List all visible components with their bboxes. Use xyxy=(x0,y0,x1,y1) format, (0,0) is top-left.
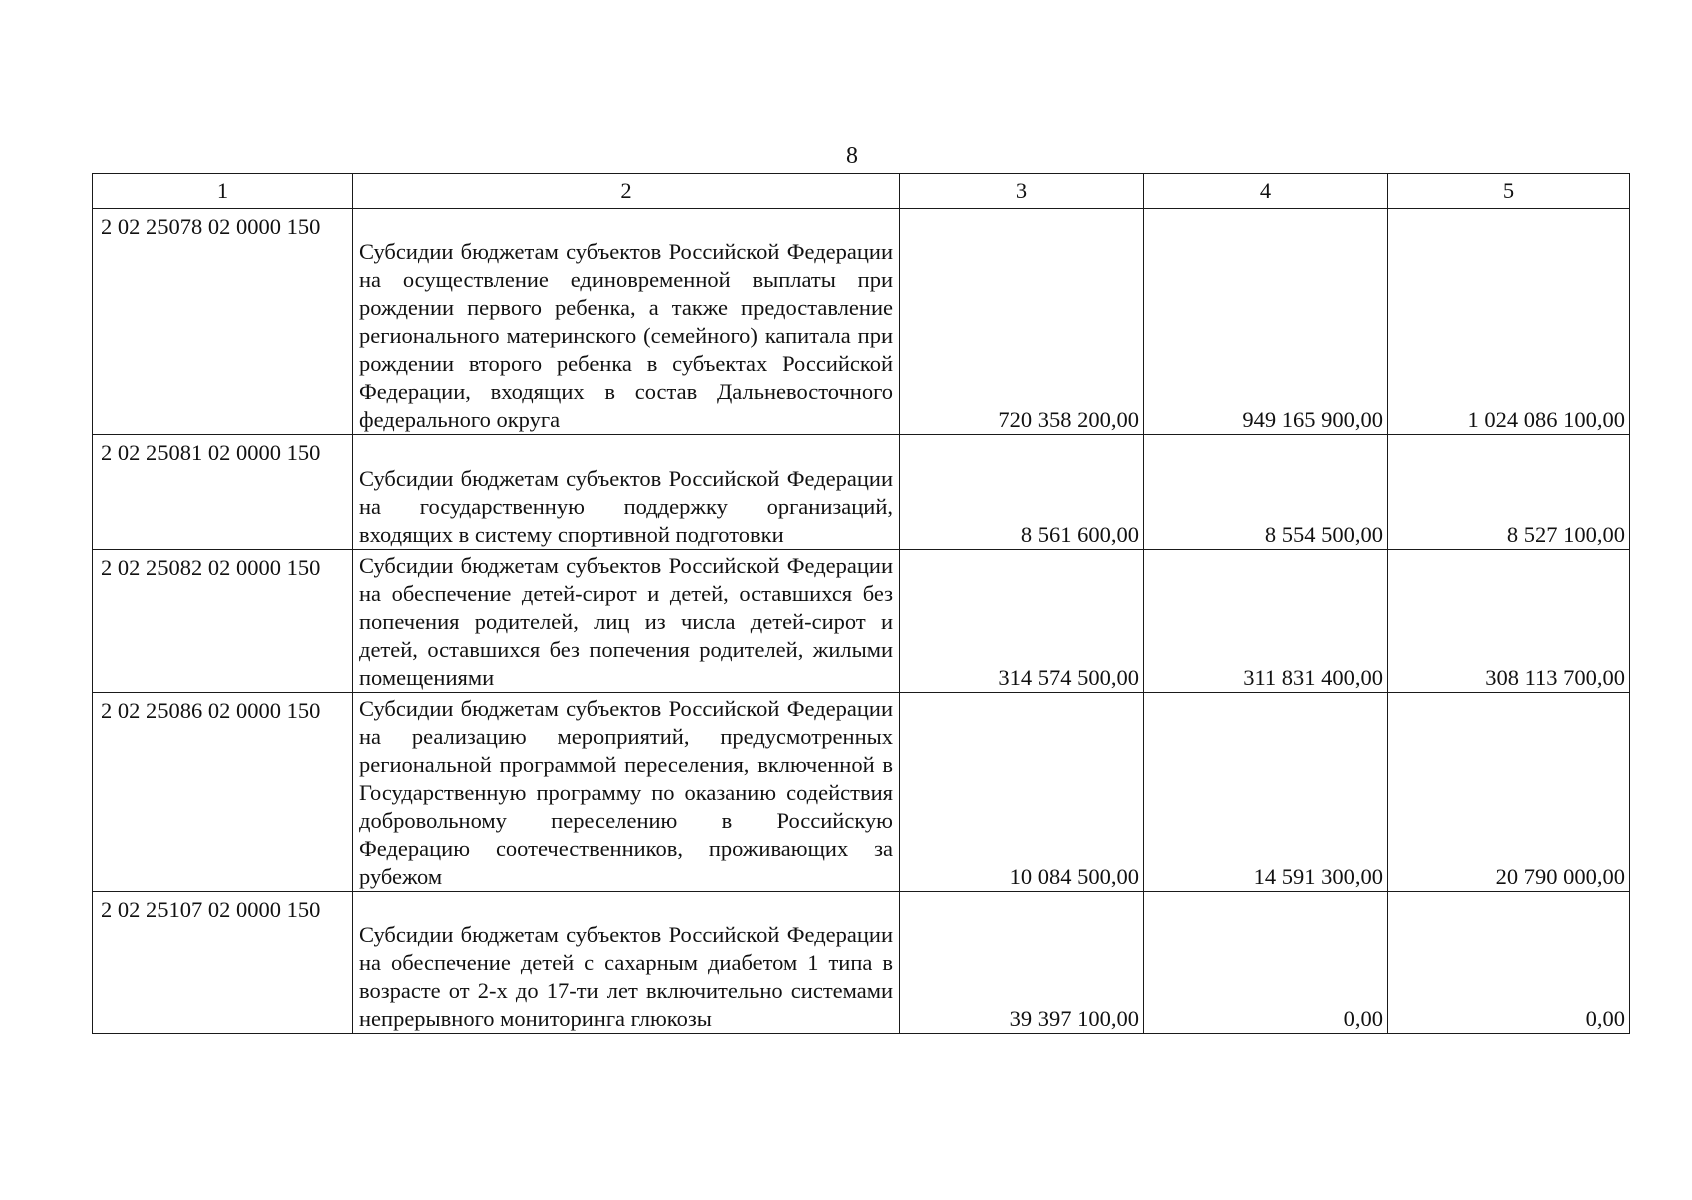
amount-col3: 39 397 100,00 xyxy=(900,892,1144,1034)
income-description: Субсидии бюджетам субъектов Российской Федерации на обеспечение детей с сахарным диабетом 1 типа в возрасте от 2-х до 17-ти лет включительно системами непрерывного мониторинга глюкозы xyxy=(353,892,900,1034)
amount-col4: 0,00 xyxy=(1144,892,1388,1034)
budget-code: 2 02 25082 02 0000 150 xyxy=(93,550,353,693)
table-row xyxy=(93,693,1630,892)
income-description: Субсидии бюджетам субъектов Российской Федерации на осуществление единовременной выплаты при рождении первого ребенка, а также предоставление регионального материнского (семейного) капитала при рождении второго ребенка в субъектах Российской Федерации, входящих в состав Дальневосточного федерального округа xyxy=(353,209,900,435)
amount-col4: 14 591 300,00 xyxy=(1144,693,1388,892)
income-description: Субсидии бюджетам субъектов Российской Федерации на реализацию мероприятий, предусмотренных региональной программой переселения, включенной в Государственную программу по оказанию содействия добровольному переселению в Российскую Федерацию соотечественников, проживающих за рубежом xyxy=(353,693,900,892)
table-row xyxy=(93,435,1630,550)
income-description: Субсидии бюджетам субъектов Российской Федерации на обеспечение детей-сирот и детей, оставшихся без попечения родителей, лиц из числа детей-сирот и детей, оставшихся без попечения родителей, жилыми помещениями xyxy=(353,550,900,693)
amount-col5: 308 113 700,00 xyxy=(1388,550,1630,693)
table-row xyxy=(93,209,1630,435)
amount-col3: 10 084 500,00 xyxy=(900,693,1144,892)
table-header-row xyxy=(93,174,1630,209)
table-row xyxy=(93,892,1630,1034)
budget-code: 2 02 25081 02 0000 150 xyxy=(93,435,353,550)
amount-col5: 8 527 100,00 xyxy=(1388,435,1630,550)
budget-code: 2 02 25107 02 0000 150 xyxy=(93,892,353,1034)
column-header: 1 xyxy=(93,174,353,209)
amount-col5: 0,00 xyxy=(1388,892,1630,1034)
column-header: 5 xyxy=(1388,174,1630,209)
table-row xyxy=(93,550,1630,693)
budget-code: 2 02 25078 02 0000 150 xyxy=(93,209,353,435)
page-number: 8 xyxy=(846,143,858,169)
amount-col4: 8 554 500,00 xyxy=(1144,435,1388,550)
column-header: 3 xyxy=(900,174,1144,209)
amount-col3: 720 358 200,00 xyxy=(900,209,1144,435)
column-header: 4 xyxy=(1144,174,1388,209)
income-description: Субсидии бюджетам субъектов Российской Федерации на государственную поддержку организаций, входящих в систему спортивной подготовки xyxy=(353,435,900,550)
amount-col4: 949 165 900,00 xyxy=(1144,209,1388,435)
column-header: 2 xyxy=(353,174,900,209)
amount-col3: 314 574 500,00 xyxy=(900,550,1144,693)
amount-col3: 8 561 600,00 xyxy=(900,435,1144,550)
budget-table xyxy=(92,173,1630,1034)
budget-code: 2 02 25086 02 0000 150 xyxy=(93,693,353,892)
amount-col5: 20 790 000,00 xyxy=(1388,693,1630,892)
amount-col4: 311 831 400,00 xyxy=(1144,550,1388,693)
amount-col5: 1 024 086 100,00 xyxy=(1388,209,1630,435)
